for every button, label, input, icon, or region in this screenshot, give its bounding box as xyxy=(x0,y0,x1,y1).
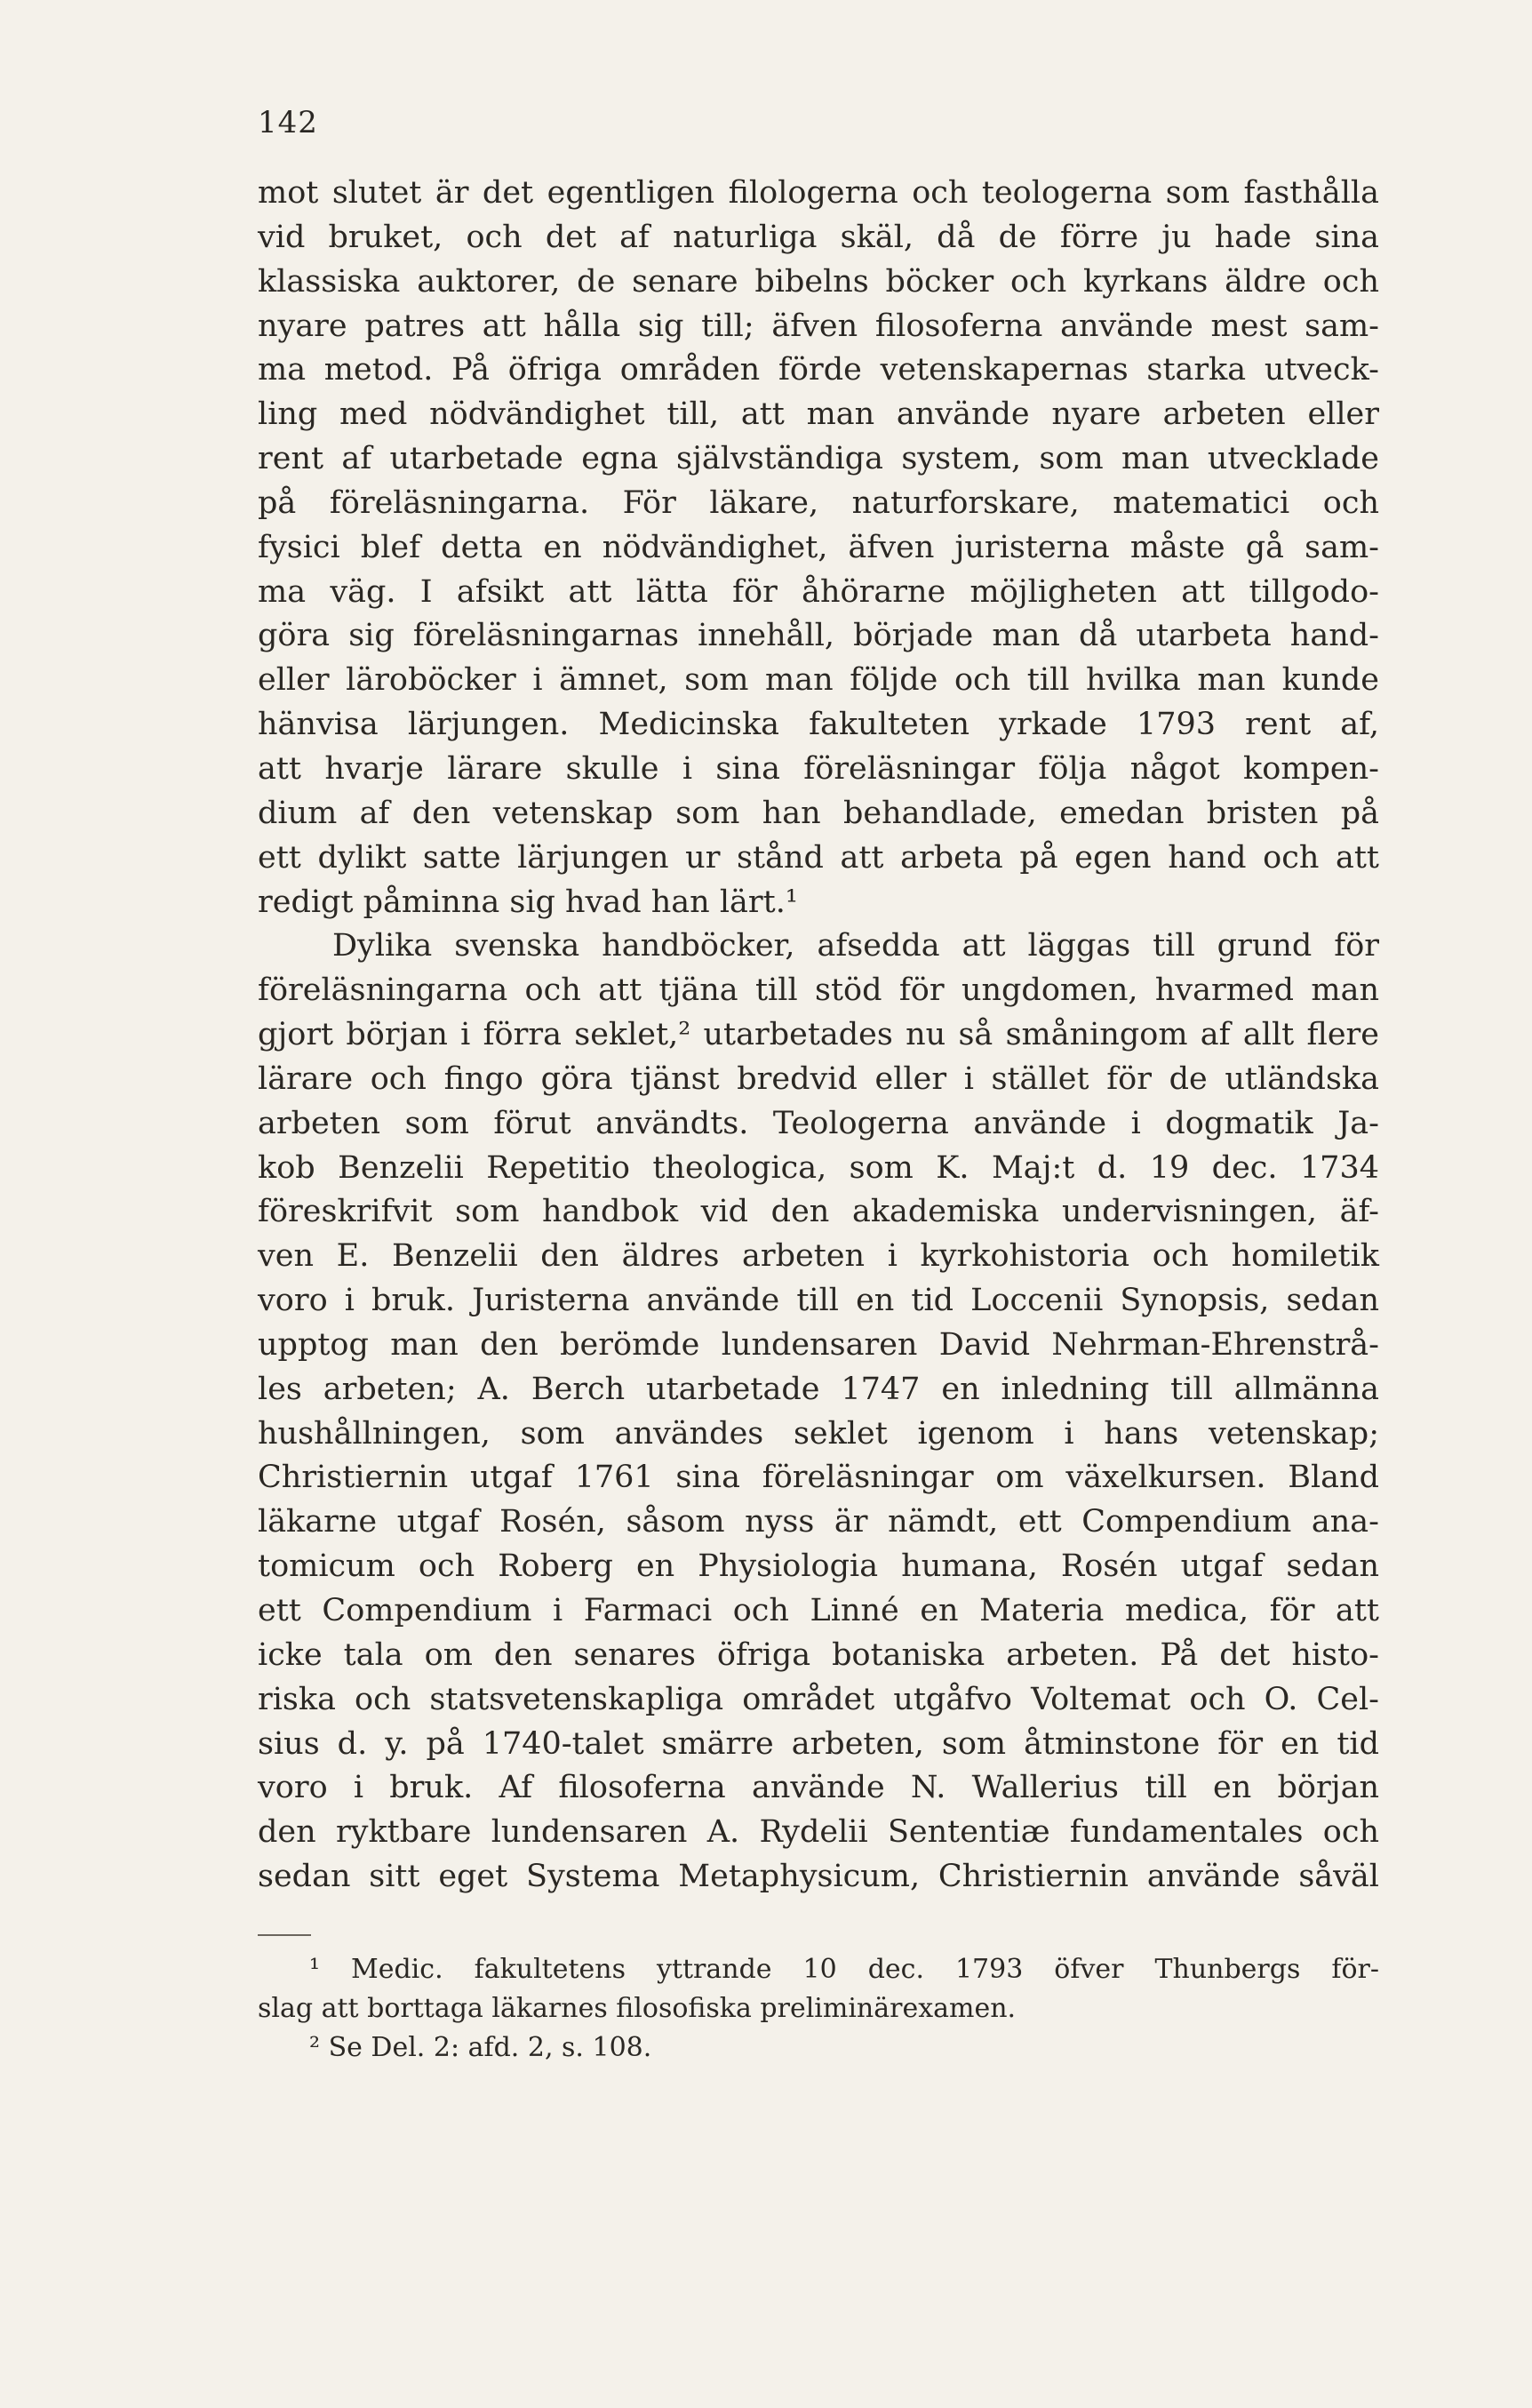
text-line: upptog man den berömde lundensaren David Nehrman-Ehrenstrå- xyxy=(258,1326,1379,1363)
footnote-line: ² Se Del. 2: afd. 2, s. 108. xyxy=(309,2032,652,2063)
text-line: nyare patres att hålla sig till; äfven filosoferna använde mest sam- xyxy=(258,308,1379,344)
text-line: sedan sitt eget Systema Metaphysicum, Christiernin använde såväl xyxy=(258,1859,1379,1895)
text-line: redigt påminna sig hvad han lärt.¹ xyxy=(258,884,798,920)
text-line: Dylika svenska handböcker, afsedda att läggas till grund för xyxy=(332,928,1379,964)
footnote-divider xyxy=(258,1934,311,1936)
text-line: ven E. Benzelii den äldres arbeten i kyrkohistoria och homiletik xyxy=(258,1238,1379,1275)
text-line: lärare och fingo göra tjänst bredvid eller i stället för de utländska xyxy=(258,1060,1379,1097)
text-line: icke tala om den senares öfriga botaniska arbeten. På det histo- xyxy=(258,1636,1379,1673)
text-line: föreskrifvit som handbok vid den akademiska undervisningen, äf- xyxy=(258,1194,1379,1230)
text-line: vid bruket, och det af naturliga skäl, då de förre ju hade sina xyxy=(258,219,1379,255)
text-line: riska och statsvetenskapliga området utgåfvo Voltemat och O. Cel- xyxy=(258,1681,1379,1717)
text-line: hänvisa lärjungen. Medicinska fakulteten yrkade 1793 rent af, xyxy=(258,707,1379,743)
text-line: den ryktbare lundensaren A. Rydelii Sententiæ fundamentales och xyxy=(258,1814,1379,1851)
text-line: eller läroböcker i ämnet, som man följde och till hvilka man kunde xyxy=(258,662,1379,699)
text-line: hushållningen, som användes seklet igenom i hans vetenskap; xyxy=(258,1415,1379,1452)
text-line: kob Benzelii Repetitio theologica, som K. Maj:t d. 19 dec. 1734 xyxy=(258,1149,1379,1186)
text-line: ett Compendium i Farmaci och Linné en Materia medica, för att xyxy=(258,1593,1379,1628)
text-line: arbeten som förut användts. Teologerna använde i dogmatik Ja- xyxy=(258,1105,1379,1141)
footnote-line: slag att borttaga läkarnes filosofiska preliminärexamen. xyxy=(258,1993,1017,2024)
body-text xyxy=(258,172,1379,1900)
text-line: ett dylikt satte lärjungen ur stånd att arbeta på egen hand och att xyxy=(258,839,1379,876)
text-line: les arbeten; A. Berch utarbetade 1747 en inledning till allmänna xyxy=(258,1371,1379,1407)
text-line: göra sig föreläsningarnas innehåll, började man då utarbeta hand- xyxy=(258,618,1379,654)
text-line: fysici blef detta en nödvändighet, äfven juristerna måste gå sam- xyxy=(258,529,1379,565)
text-line: att hvarje lärare skulle i sina föreläsningar följa något kompen- xyxy=(258,750,1379,787)
text-line: voro i bruk. Juristerna använde till en tid Loccenii Synopsis, sedan xyxy=(258,1283,1379,1319)
page-number: 142 xyxy=(258,105,318,140)
text-line: läkarne utgaf Rosén, såsom nyss är nämdt, ett Compendium ana- xyxy=(258,1504,1379,1540)
text-line: gjort början i förra seklet,² utarbetades nu så småningom af allt flere xyxy=(258,1017,1379,1053)
text-line: på föreläsningarna. För läkare, naturforskare, matematici och xyxy=(258,484,1379,521)
text-line: tomicum och Roberg en Physiologia humana, Rosén utgaf sedan xyxy=(258,1548,1379,1585)
text-line: föreläsningarna och att tjäna till stöd för ungdomen, hvarmed man xyxy=(258,972,1379,1009)
footnotes xyxy=(258,1950,1379,2068)
text-line: klassiska auktorer, de senare bibelns böcker och kyrkans äldre och xyxy=(258,263,1379,300)
text-line: ma metod. På öfriga områden förde vetenskapernas starka utveck- xyxy=(258,352,1379,388)
text-line: dium af den vetenskap som han behandlade, emedan bristen på xyxy=(258,795,1379,831)
text-line: sius d. y. på 1740-talet smärre arbeten, som åtminstone för en tid xyxy=(258,1725,1379,1762)
text-line: ma väg. I afsikt att lätta för åhörarne möjligheten att tillgodo- xyxy=(258,573,1379,610)
text-line: rent af utarbetade egna självständiga system, som man utvecklade xyxy=(258,441,1379,477)
text-line: mot slutet är det egentligen filologerna och teologerna som fasthålla xyxy=(258,175,1379,211)
text-line: ling med nödvändighet till, att man använde nyare arbeten eller xyxy=(258,396,1379,433)
text-line: voro i bruk. Af filosoferna använde N. Wallerius till en början xyxy=(258,1770,1379,1806)
text-line: Christiernin utgaf 1761 sina föreläsningar om växelkursen. Bland xyxy=(258,1460,1379,1496)
footnote-line: ¹ Medic. fakultetens yttrande 10 dec. 1793 öfver Thunbergs för- xyxy=(309,1954,1379,1985)
